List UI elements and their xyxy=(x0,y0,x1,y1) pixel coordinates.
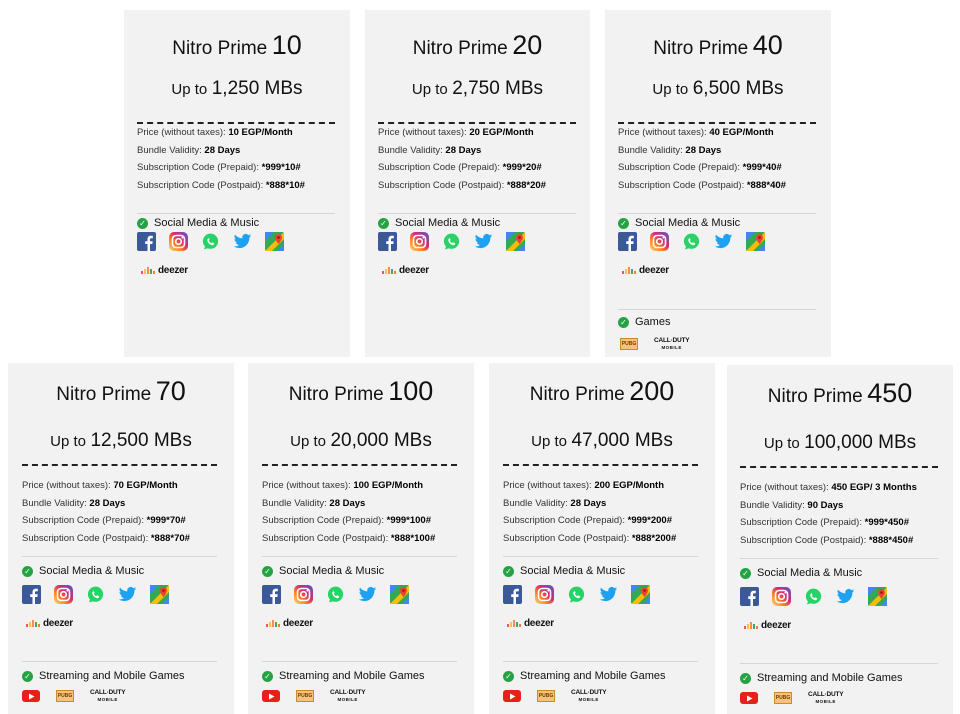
games-section-heading: ✓ Streaming and Mobile Games xyxy=(262,670,425,682)
facebook-icon xyxy=(262,585,281,604)
check-icon: ✓ xyxy=(740,568,751,579)
game-icons xyxy=(503,689,606,703)
deezer-bars-icon xyxy=(744,622,759,629)
plan-details: Price (without taxes): 10 EGP/Month Bundle Validity: 28 Days Subscription Code (Prepaid): *999*10# Subscription Code (Postpaid): *888*10# xyxy=(137,127,305,191)
game-icons xyxy=(620,337,689,351)
games-section-heading: ✓ Streaming and Mobile Games xyxy=(22,670,185,682)
plan-card xyxy=(8,363,234,714)
divider xyxy=(740,663,938,664)
pubg-icon: PUBG xyxy=(537,690,555,702)
twitter-icon xyxy=(836,587,855,606)
deezer-logo xyxy=(744,620,791,631)
plan-data-amount: Up to 12,500 MBs xyxy=(50,430,192,451)
check-icon: ✓ xyxy=(740,673,751,684)
call-of-duty-icon: CALL·DUTY MOBILE xyxy=(571,689,607,702)
whatsapp-icon xyxy=(682,232,701,251)
google-maps-icon xyxy=(150,585,169,604)
facebook-icon xyxy=(378,232,397,251)
check-icon: ✓ xyxy=(262,671,273,682)
deezer-bars-icon xyxy=(507,620,522,627)
check-icon: ✓ xyxy=(618,218,629,229)
plan-card xyxy=(727,365,953,714)
call-of-duty-icon: CALL·DUTY MOBILE xyxy=(330,689,366,702)
plan-title: Nitro Prime 70 xyxy=(56,376,186,406)
check-icon: ✓ xyxy=(22,566,33,577)
check-icon: ✓ xyxy=(137,218,148,229)
plan-title: Nitro Prime 40 xyxy=(653,30,783,60)
plan-details: Price (without taxes): 100 EGP/Month Bundle Validity: 28 Days Subscription Code (Prepaid): *999*100# Subscription Code (Postpaid): *888*100# xyxy=(262,480,436,544)
facebook-icon xyxy=(22,585,41,604)
plan-title: Nitro Prime 100 xyxy=(288,376,434,406)
plan-data-amount: Up to 100,000 MBs xyxy=(763,432,917,453)
plan-data-amount: Up to 6,500 MBs xyxy=(652,78,784,99)
pubg-icon: PUBG xyxy=(56,690,74,702)
social-section-heading: ✓ Social Media & Music xyxy=(740,567,862,579)
check-icon: ✓ xyxy=(503,671,514,682)
deezer-wordmark: deezer xyxy=(761,620,791,631)
deezer-bars-icon xyxy=(382,267,397,274)
plan-details: Price (without taxes): 200 EGP/Month Bundle Validity: 28 Days Subscription Code (Prepaid): *999*200# Subscription Code (Postpaid): *888*200# xyxy=(503,480,677,544)
deezer-bars-icon xyxy=(622,267,637,274)
game-icons xyxy=(22,689,125,703)
social-section-heading: ✓ Social Media & Music xyxy=(378,214,500,232)
plan-details: Price (without taxes): 20 EGP/Month Bundle Validity: 28 Days Subscription Code (Prepaid): *999*20# Subscription Code (Postpaid): *888*20# xyxy=(378,127,546,191)
deezer-wordmark: deezer xyxy=(43,618,73,629)
twitter-icon xyxy=(599,585,618,604)
social-section-heading: ✓ Social Media & Music xyxy=(262,565,384,577)
twitter-icon xyxy=(358,585,377,604)
check-icon: ✓ xyxy=(378,218,389,229)
plan-data-amount: Up to 1,250 MBs xyxy=(171,78,303,99)
plan-card xyxy=(605,10,831,357)
facebook-icon xyxy=(503,585,522,604)
divider xyxy=(262,556,457,557)
google-maps-icon xyxy=(265,232,284,251)
call-of-duty-icon: CALL·DUTY MOBILE xyxy=(90,689,126,702)
social-icons xyxy=(503,585,663,604)
google-maps-icon xyxy=(390,585,409,604)
deezer-logo xyxy=(266,618,313,629)
instagram-icon xyxy=(54,585,73,604)
social-section-heading: ✓ Social Media & Music xyxy=(618,214,740,232)
youtube-icon xyxy=(22,690,40,702)
facebook-icon xyxy=(137,232,156,251)
plan-details: Price (without taxes): 450 EGP/ 3 Months Bundle Validity: 90 Days Subscription Code (Prepaid): *999*450# Subscription Code (Postpaid): *888*450# xyxy=(740,482,917,546)
social-section-heading: ✓ Social Media & Music xyxy=(22,565,144,577)
whatsapp-icon xyxy=(567,585,586,604)
games-section-heading: ✓ Streaming and Mobile Games xyxy=(503,670,666,682)
google-maps-icon xyxy=(506,232,525,251)
plan-card xyxy=(248,363,474,714)
plan-title: Nitro Prime 450 xyxy=(767,378,913,408)
deezer-wordmark: deezer xyxy=(639,265,669,276)
social-icons xyxy=(137,232,297,251)
whatsapp-icon xyxy=(201,232,220,251)
divider xyxy=(618,309,816,310)
deezer-logo xyxy=(141,265,188,276)
divider xyxy=(503,661,698,662)
dashed-divider xyxy=(740,466,938,468)
divider xyxy=(503,556,698,557)
plan-data-amount: Up to 2,750 MBs xyxy=(411,78,544,99)
deezer-logo xyxy=(622,265,669,276)
instagram-icon xyxy=(772,587,791,606)
plan-title: Nitro Prime 20 xyxy=(412,30,543,60)
deezer-wordmark: deezer xyxy=(283,618,313,629)
plan-title: Nitro Prime 10 xyxy=(172,30,302,60)
google-maps-icon xyxy=(631,585,650,604)
social-icons xyxy=(262,585,422,604)
deezer-logo xyxy=(382,265,429,276)
divider xyxy=(22,661,217,662)
game-icons xyxy=(262,689,365,703)
twitter-icon xyxy=(233,232,252,251)
instagram-icon xyxy=(410,232,429,251)
instagram-icon xyxy=(535,585,554,604)
deezer-bars-icon xyxy=(141,267,156,274)
plan-details: Price (without taxes): 70 EGP/Month Bundle Validity: 28 Days Subscription Code (Prepaid): *999*70# Subscription Code (Postpaid): *888*70# xyxy=(22,480,190,544)
check-icon: ✓ xyxy=(262,566,273,577)
dashed-divider xyxy=(503,464,698,466)
deezer-bars-icon xyxy=(266,620,281,627)
deezer-logo xyxy=(26,618,73,629)
youtube-icon xyxy=(503,690,521,702)
plan-data-amount: Up to 47,000 MBs xyxy=(531,430,673,451)
youtube-icon xyxy=(262,690,280,702)
check-icon: ✓ xyxy=(618,317,629,328)
whatsapp-icon xyxy=(804,587,823,606)
social-section-heading: ✓ Social Media & Music xyxy=(503,565,625,577)
deezer-wordmark: deezer xyxy=(158,265,188,276)
dashed-divider xyxy=(22,464,217,466)
plan-data-amount: Up to 20,000 MBs xyxy=(290,430,432,451)
plan-card xyxy=(124,10,350,357)
games-section-heading: ✓ Streaming and Mobile Games xyxy=(740,672,903,684)
instagram-icon xyxy=(294,585,313,604)
whatsapp-icon xyxy=(86,585,105,604)
google-maps-icon xyxy=(868,587,887,606)
whatsapp-icon xyxy=(326,585,345,604)
divider xyxy=(740,558,938,559)
social-icons xyxy=(740,587,900,606)
youtube-icon xyxy=(740,692,758,704)
facebook-icon xyxy=(740,587,759,606)
divider xyxy=(22,556,217,557)
whatsapp-icon xyxy=(442,232,461,251)
twitter-icon xyxy=(714,232,733,251)
deezer-bars-icon xyxy=(26,620,41,627)
game-icons xyxy=(740,691,843,705)
pubg-icon: PUBG xyxy=(620,338,638,350)
social-icons xyxy=(618,232,778,251)
deezer-logo xyxy=(507,618,554,629)
dashed-divider xyxy=(262,464,457,466)
plan-details: Price (without taxes): 40 EGP/Month Bundle Validity: 28 Days Subscription Code (Prepaid): *999*40# Subscription Code (Postpaid): *888*40# xyxy=(618,127,786,191)
social-icons xyxy=(22,585,182,604)
call-of-duty-icon: CALL·DUTY MOBILE xyxy=(808,691,844,704)
plan-card xyxy=(489,363,715,714)
games-section-heading: ✓ Games xyxy=(618,316,670,328)
deezer-wordmark: deezer xyxy=(524,618,554,629)
social-section-heading: ✓ Social Media & Music xyxy=(137,214,259,232)
check-icon: ✓ xyxy=(22,671,33,682)
social-icons xyxy=(378,232,538,251)
instagram-icon xyxy=(169,232,188,251)
twitter-icon xyxy=(474,232,493,251)
plan-card xyxy=(365,10,590,357)
deezer-wordmark: deezer xyxy=(399,265,429,276)
divider xyxy=(262,661,457,662)
facebook-icon xyxy=(618,232,637,251)
pubg-icon: PUBG xyxy=(296,690,314,702)
pubg-icon: PUBG xyxy=(774,692,792,704)
plan-title: Nitro Prime 200 xyxy=(529,376,675,406)
check-icon: ✓ xyxy=(503,566,514,577)
instagram-icon xyxy=(650,232,669,251)
google-maps-icon xyxy=(746,232,765,251)
twitter-icon xyxy=(118,585,137,604)
call-of-duty-icon: CALL·DUTY MOBILE xyxy=(654,337,690,350)
